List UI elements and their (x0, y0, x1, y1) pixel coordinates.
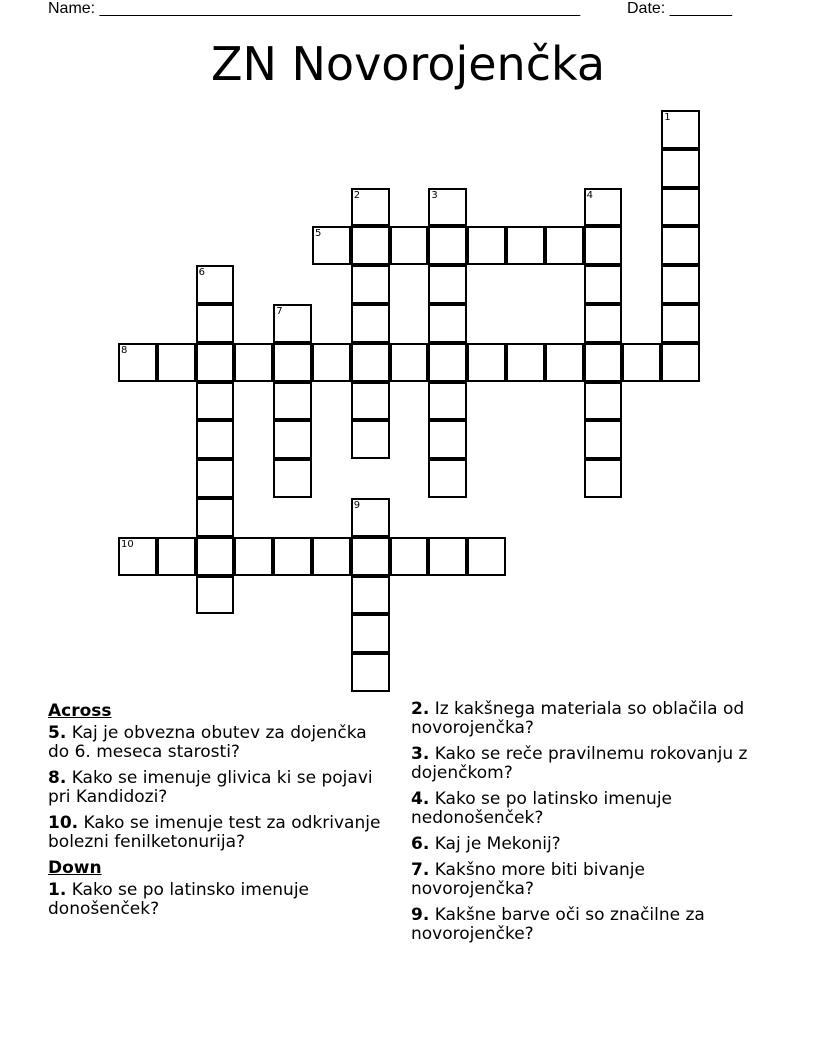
grid-cell[interactable] (661, 149, 700, 188)
grid-cell[interactable] (273, 420, 312, 459)
grid-cell[interactable] (118, 537, 157, 576)
grid-cell[interactable] (312, 343, 351, 382)
grid-cell[interactable] (506, 343, 545, 382)
grid-cell[interactable] (661, 110, 700, 149)
grid-cell[interactable] (661, 226, 700, 265)
clue-text: Kako se reče pravilnemu rokovanju z dojenčkom? (411, 744, 748, 783)
grid-cell[interactable] (428, 188, 467, 227)
grid-cell[interactable] (273, 382, 312, 421)
grid-cell[interactable] (661, 265, 700, 304)
name-field[interactable]: Name: ______________________________________________________ (48, 0, 581, 17)
clue-number: 8. (48, 768, 67, 788)
clue-text: Kaj je obvezna obutev za dojenčka do 6. meseca starosti? (48, 723, 367, 762)
grid-cell[interactable] (196, 498, 235, 537)
grid-cell[interactable] (351, 382, 390, 421)
grid-cell[interactable] (467, 226, 506, 265)
grid-cell[interactable] (312, 226, 351, 265)
grid-cell[interactable] (312, 537, 351, 576)
grid-cell[interactable] (273, 537, 312, 576)
grid-cell[interactable] (467, 343, 506, 382)
clue-down-9 (411, 906, 756, 944)
grid-cell[interactable] (351, 653, 390, 692)
clue-text: Kako se po latinsko imenuje nedonošenček? (411, 789, 673, 828)
grid-cell[interactable] (661, 343, 700, 382)
clue-number: 2. (411, 699, 430, 719)
clue-across-5 (48, 724, 388, 762)
grid-cell[interactable] (545, 226, 584, 265)
grid-cell[interactable] (157, 343, 196, 382)
cell-number: 6 (198, 267, 205, 279)
grid-cell[interactable] (467, 537, 506, 576)
clue-text: Kakšne barve oči so značilne za novorojenčke? (411, 905, 705, 944)
clue-across-8 (48, 769, 388, 807)
clue-number: 5. (48, 723, 67, 743)
grid-cell[interactable] (390, 537, 429, 576)
grid-cell[interactable] (428, 420, 467, 459)
grid-cell[interactable] (428, 343, 467, 382)
clue-text: Kako se po latinsko imenuje donošenček? (48, 880, 310, 919)
grid-cell[interactable] (545, 343, 584, 382)
clue-text: Kakšno more biti bivanje novorojenčka? (411, 860, 645, 899)
grid-cell[interactable] (428, 382, 467, 421)
clue-down-6 (411, 835, 756, 854)
across-heading: Across (48, 701, 112, 721)
grid-cell[interactable] (661, 304, 700, 343)
clue-number: 10. (48, 813, 79, 833)
clue-number: 4. (411, 789, 430, 809)
clue-down-3 (411, 745, 756, 783)
grid-cell[interactable] (584, 343, 623, 382)
grid-cell[interactable] (351, 265, 390, 304)
grid-cell[interactable] (196, 459, 235, 498)
grid-cell[interactable] (196, 265, 235, 304)
grid-cell[interactable] (196, 382, 235, 421)
cell-number: 8 (121, 344, 128, 356)
cell-number: 4 (586, 189, 593, 201)
grid-cell[interactable] (351, 304, 390, 343)
clues-left-column (48, 700, 388, 926)
grid-cell[interactable] (351, 498, 390, 537)
grid-cell[interactable] (428, 265, 467, 304)
clue-number: 7. (411, 860, 430, 880)
down-heading: Down (48, 858, 102, 878)
grid-cell[interactable] (196, 420, 235, 459)
clue-number: 3. (411, 744, 430, 764)
grid-cell[interactable] (622, 343, 661, 382)
grid-cell[interactable] (584, 265, 623, 304)
grid-cell[interactable] (196, 576, 235, 615)
grid-cell[interactable] (584, 459, 623, 498)
clue-text: Kaj je Mekonij? (434, 834, 561, 854)
page-title: ZN Novorojenčka (210, 37, 606, 91)
clue-number: 1. (48, 880, 67, 900)
grid-cell[interactable] (273, 343, 312, 382)
grid-cell[interactable] (351, 343, 390, 382)
grid-cell[interactable] (584, 420, 623, 459)
grid-cell[interactable] (351, 537, 390, 576)
grid-cell[interactable] (428, 226, 467, 265)
grid-cell[interactable] (390, 226, 429, 265)
grid-cell[interactable] (273, 459, 312, 498)
grid-cell[interactable] (390, 343, 429, 382)
grid-cell[interactable] (351, 226, 390, 265)
grid-cell[interactable] (196, 304, 235, 343)
grid-cell[interactable] (234, 343, 273, 382)
clue-down-2 (411, 700, 756, 738)
cell-number: 9 (353, 500, 361, 511)
cell-number: 10 (121, 538, 134, 550)
grid-cell[interactable] (118, 343, 157, 382)
grid-cell[interactable] (351, 420, 390, 459)
cell-number: 7 (276, 306, 283, 317)
cell-number: 1 (664, 112, 671, 123)
grid-cell[interactable] (273, 304, 312, 343)
clue-down-4 (411, 790, 756, 828)
cell-number: 2 (353, 189, 361, 201)
clues-right-column (411, 700, 756, 951)
cell-number: 3 (431, 189, 438, 201)
grid-cell[interactable] (584, 226, 623, 265)
clue-number: 9. (411, 905, 430, 925)
clue-number: 6. (411, 834, 430, 854)
date-field[interactable]: Date: _______ (627, 0, 732, 17)
grid-cell[interactable] (584, 382, 623, 421)
grid-cell[interactable] (661, 188, 700, 227)
clue-text: Iz kakšnega materiala so oblačila od novorojenčka? (411, 699, 745, 738)
clue-down-7 (411, 861, 756, 899)
grid-cell[interactable] (428, 304, 467, 343)
clue-text: Kako se imenuje test za odkrivanje bolezni fenilketonurija? (48, 813, 381, 852)
grid-cell[interactable] (196, 537, 235, 576)
grid-cell[interactable] (351, 188, 390, 227)
grid-cell[interactable] (157, 537, 196, 576)
grid-cell[interactable] (428, 459, 467, 498)
grid-cell[interactable] (584, 304, 623, 343)
grid-cell[interactable] (234, 537, 273, 576)
grid-cell[interactable] (351, 614, 390, 653)
grid-cell[interactable] (351, 576, 390, 615)
clue-text: Kako se imenuje glivica ki se pojavi pri Kandidozi? (48, 768, 373, 807)
grid-cell[interactable] (584, 188, 623, 227)
clue-down-1 (48, 881, 388, 919)
grid-cell[interactable] (196, 343, 235, 382)
clue-across-10 (48, 814, 388, 852)
grid-cell[interactable] (428, 537, 467, 576)
cell-number: 5 (315, 228, 322, 240)
grid-cell[interactable] (506, 226, 545, 265)
